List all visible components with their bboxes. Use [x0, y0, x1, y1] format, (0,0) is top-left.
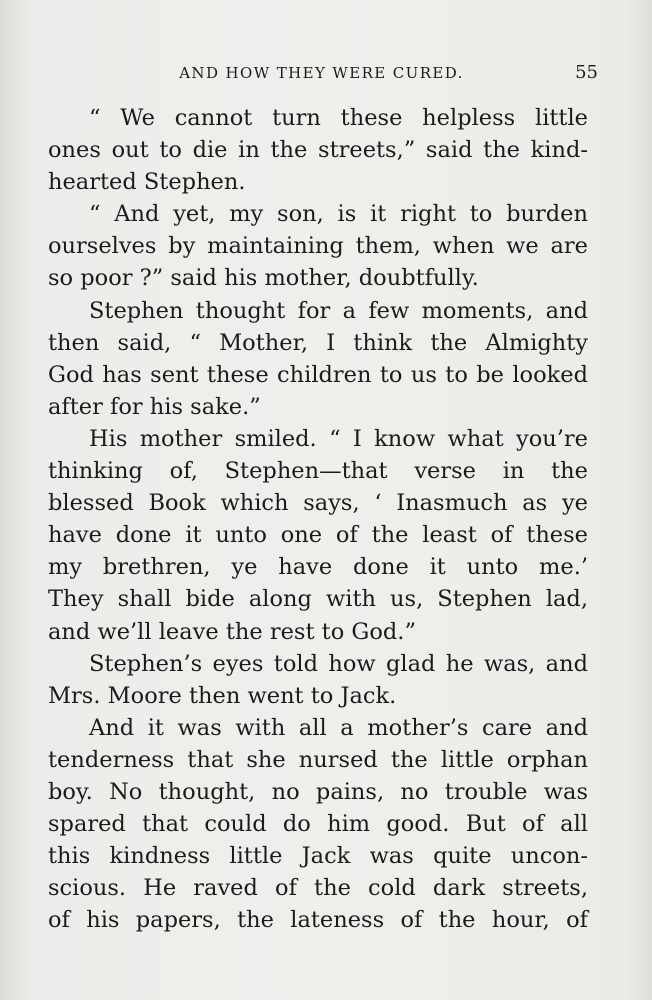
running-title: AND HOW THEY WERE CURED.: [179, 64, 464, 82]
text-line: And it was with all a mother’s care and: [89, 714, 588, 741]
text-line: His mother smiled. “ I know what you’re: [89, 425, 588, 452]
text-line: ourselves by maintaining them, when we are: [48, 233, 588, 260]
running-head: [48, 60, 598, 86]
text-line: spared that could do him good. But of all: [48, 811, 588, 838]
page-number: 55: [575, 62, 598, 83]
text-line: blessed Book which says, ‘ Inasmuch as ye: [48, 490, 588, 517]
text-line: They shall bide along with us, Stephen lad,: [48, 586, 588, 613]
body-text: [48, 102, 588, 936]
text-line: of his papers, the lateness of the hour, of: [48, 907, 588, 934]
text-line: “ We cannot turn these helpless little: [89, 105, 588, 131]
text-line: this kindness little Jack was quite uncon-: [48, 843, 588, 870]
text-line: Mrs. Moore then went to Jack.: [48, 682, 397, 709]
text-line: and we’ll leave the rest to God.”: [48, 618, 416, 645]
text-line: thinking of, Stephen—that verse in the: [48, 458, 588, 485]
text-line: boy. No thought, no pains, no trouble was: [48, 778, 588, 805]
text-line: then said, “ Mother, I think the Almighty: [48, 329, 588, 356]
text-line: tenderness that she nursed the little orphan: [48, 746, 588, 773]
text-line: have done it unto one of the least of these: [48, 522, 588, 549]
text-line: “ And yet, my son, is it right to burden: [89, 201, 588, 228]
text-line: ones out to die in the streets,” said the kind-: [48, 137, 588, 164]
text-line: Stephen thought for a few moments, and: [89, 297, 588, 324]
text-line: so poor ?” said his mother, doubtfully.: [48, 265, 479, 292]
text-line: my brethren, ye have done it unto me.’: [48, 554, 588, 581]
text-line: after for his sake.”: [48, 393, 261, 420]
text-line: scious. He raved of the cold dark streets,: [48, 875, 588, 902]
text-line: God has sent these children to us to be looked: [48, 361, 588, 388]
text-line: Stephen’s eyes told how glad he was, and: [89, 650, 588, 677]
text-line: hearted Stephen.: [48, 169, 246, 196]
